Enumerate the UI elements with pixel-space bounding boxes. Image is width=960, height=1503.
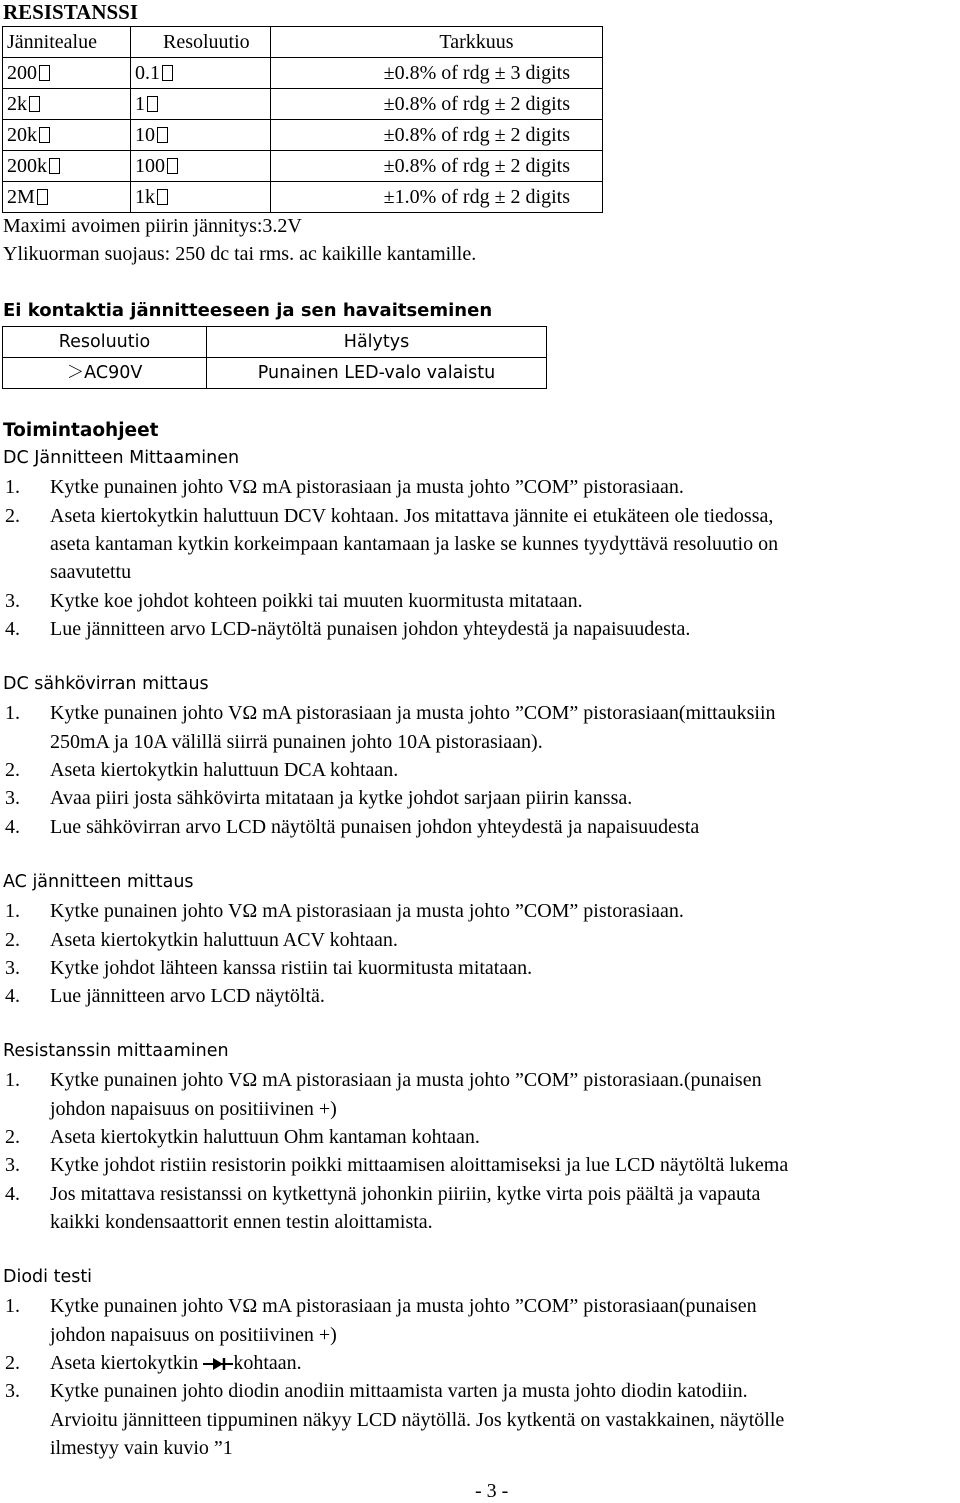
dca-section-title: DC sähkövirran mittaus [3, 674, 209, 694]
step-text: Kytke johdot ristiin resistorin poikki mittaamisen aloittamiseksi ja lue LCD näytöltä lukema [50, 1154, 789, 1177]
step-text-after: kohtaan. [233, 1351, 302, 1374]
table-row [3, 182, 603, 213]
acv-section-title: AC jännitteen mittaus [3, 872, 194, 892]
ohm-symbol-box [37, 189, 48, 205]
accuracy-cell: ±0.8% of rdg ± 2 digits [271, 120, 603, 151]
table-row [3, 120, 603, 151]
step-text: aseta kantaman kytkin korkeimpaan kantamaan ja laske se kunnes tyydyttävä resoluutio on [50, 532, 779, 555]
range-cell: 2k [3, 89, 131, 120]
range-cell: 20k [3, 120, 131, 151]
range-cell: 2M [3, 182, 131, 213]
step-number: 2. [5, 1125, 20, 1148]
ohm-symbol-box [157, 189, 168, 205]
step-number: 3. [5, 956, 20, 979]
step-number: 2. [5, 504, 20, 527]
step-text: Aseta kiertokytkin haluttuun DCV kohtaan. Jos mitattava jännite ei etukäteen ole tiedossa, [50, 504, 774, 527]
step-number: 2. [5, 758, 20, 781]
table-row [3, 358, 547, 389]
header-accuracy: Tarkkuus [271, 27, 603, 58]
step-text: johdon napaisuus on positiivinen +) [50, 1323, 337, 1346]
ncv-value: ＞AC90V [3, 358, 207, 389]
step-text: 250mA ja 10A välillä siirrä punainen johto 10A pistorasiaan). [50, 730, 543, 753]
resolution-cell: 1 [131, 89, 271, 120]
page-number: - 3 - [475, 1480, 509, 1502]
step-text: Kytke punainen johto diodin anodiin mittaamista varten ja musta johto diodin katodiin. [50, 1380, 748, 1403]
table-row [3, 151, 603, 182]
step-text-before: Aseta kiertokytkin [50, 1351, 199, 1374]
step-text: Kytke punainen johto VΩ mA pistorasiaan ja musta johto ”COM” pistorasiaan.(punaisen [50, 1069, 762, 1092]
step-text: Aseta kiertokytkin haluttuun DCA kohtaan. [50, 758, 399, 781]
ohm-symbol-box [39, 127, 50, 143]
ohm-symbol-box [167, 158, 178, 174]
step-text: Lue jännitteen arvo LCD näytöltä. [50, 985, 325, 1008]
accuracy-cell: ±0.8% of rdg ± 3 digits [271, 58, 603, 89]
ncv-header-alarm: Hälytys [207, 327, 547, 358]
step-number: 4. [5, 617, 20, 640]
ncv-header-resolution: Resoluutio [3, 327, 207, 358]
step-number: 3. [5, 787, 20, 810]
accuracy-cell: ±0.8% of rdg ± 2 digits [271, 151, 603, 182]
ncv-alarm: Punainen LED-valo valaistu [207, 358, 547, 389]
step-number: 4. [5, 815, 20, 838]
step-text: kaikki kondensaattorit ennen testin aloittamista. [50, 1210, 433, 1233]
resolution-cell: 10 [131, 120, 271, 151]
resolution-cell: 1k [131, 182, 271, 213]
diode-section-title: Diodi testi [3, 1267, 93, 1287]
overload-note: Ylikuorman suojaus: 250 dc tai rms. ac kaikille kantamille. [3, 243, 477, 265]
resolution-cell: 0.1 [131, 58, 271, 89]
accuracy-cell: ±0.8% of rdg ± 2 digits [271, 89, 603, 120]
step-text: ilmestyy vain kuvio ”1 [50, 1436, 233, 1459]
ohm-symbol-box [157, 127, 168, 143]
header-range: Jännitealue [3, 27, 131, 58]
step-text: Avaa piiri josta sähkövirta mitataan ja kytke johdot sarjaan piirin kanssa. [50, 787, 633, 810]
step-text: Jos mitattava resistanssi on kytkettynä johonkin piiriin, kytke virta pois päältä ja vapauta [50, 1182, 761, 1205]
step-text: Kytke punainen johto VΩ mA pistorasiaan ja musta johto ”COM” pistorasiaan. [50, 900, 684, 923]
step-number: 3. [5, 1154, 20, 1177]
step-text [50, 1352, 302, 1375]
range-cell: 200k [3, 151, 131, 182]
ncv-table [2, 326, 547, 389]
diode-icon [203, 1356, 233, 1372]
step-text: Aseta kiertokytkin haluttuun ACV kohtaan. [50, 928, 398, 951]
step-number: 1. [5, 1295, 20, 1318]
step-text: Kytke punainen johto VΩ mA pistorasiaan ja musta johto ”COM” pistorasiaan(punaisen [50, 1295, 757, 1318]
ncv-title: Ei kontaktia jännitteeseen ja sen havaitseminen [3, 300, 493, 321]
dcv-section-title: DC Jännitteen Mittaaminen [3, 448, 240, 468]
step-number: 4. [5, 985, 20, 1008]
step-text: Lue jännitteen arvo LCD-näytöltä punaisen johdon yhteydestä ja napaisuudesta. [50, 617, 691, 640]
step-text: Lue sähkövirran arvo LCD näytöltä punaisen johdon yhteydestä ja napaisuudesta [50, 815, 700, 838]
accuracy-cell: ±1.0% of rdg ± 2 digits [271, 182, 603, 213]
step-text: Kytke punainen johto VΩ mA pistorasiaan ja musta johto ”COM” pistorasiaan. [50, 476, 684, 499]
table-row [3, 58, 603, 89]
ohm-symbol-box [49, 158, 60, 174]
step-number: 3. [5, 589, 20, 612]
step-number: 4. [5, 1182, 20, 1205]
step-text: Kytke punainen johto VΩ mA pistorasiaan ja musta johto ”COM” pistorasiaan(mittauksiin [50, 702, 776, 725]
instructions-title: Toimintaohjeet [3, 420, 159, 441]
resolution-cell: 100 [131, 151, 271, 182]
step-number: 1. [5, 1069, 20, 1092]
ohm-symbol-box [162, 65, 173, 81]
step-number: 2. [5, 1351, 20, 1374]
step-text: Kytke koe johdot kohteen poikki tai muuten kuormitusta mitataan. [50, 589, 583, 612]
table-header-row [3, 327, 547, 358]
step-text: johdon napaisuus on positiivinen +) [50, 1097, 337, 1120]
resistance-table [2, 26, 603, 213]
open-circuit-note: Maximi avoimen piirin jännitys:3.2V [3, 215, 302, 237]
table-row [3, 89, 603, 120]
step-number: 3. [5, 1380, 20, 1403]
ohm-symbol-box [39, 65, 50, 81]
step-number: 1. [5, 900, 20, 923]
table-header-row [3, 27, 603, 58]
ohm-section-title: Resistanssin mittaaminen [3, 1041, 229, 1061]
step-number: 1. [5, 702, 20, 725]
step-text: Arvioitu jännitteen tippuminen näkyy LCD näytöllä. Jos kytkentä on vastakkainen, näytölle [50, 1408, 785, 1431]
step-text: Aseta kiertokytkin haluttuun Ohm kantaman kohtaan. [50, 1125, 480, 1148]
header-resolution: Resoluutio [131, 27, 271, 58]
range-cell: 200 [3, 58, 131, 89]
step-text: saavutettu [50, 561, 132, 584]
step-text: Kytke johdot lähteen kanssa ristiin tai kuormitusta mitataan. [50, 956, 533, 979]
resistance-title: RESISTANSSI [3, 0, 139, 24]
ohm-symbol-box [29, 96, 40, 112]
step-number: 2. [5, 928, 20, 951]
ohm-symbol-box [147, 96, 158, 112]
step-number: 1. [5, 476, 20, 499]
